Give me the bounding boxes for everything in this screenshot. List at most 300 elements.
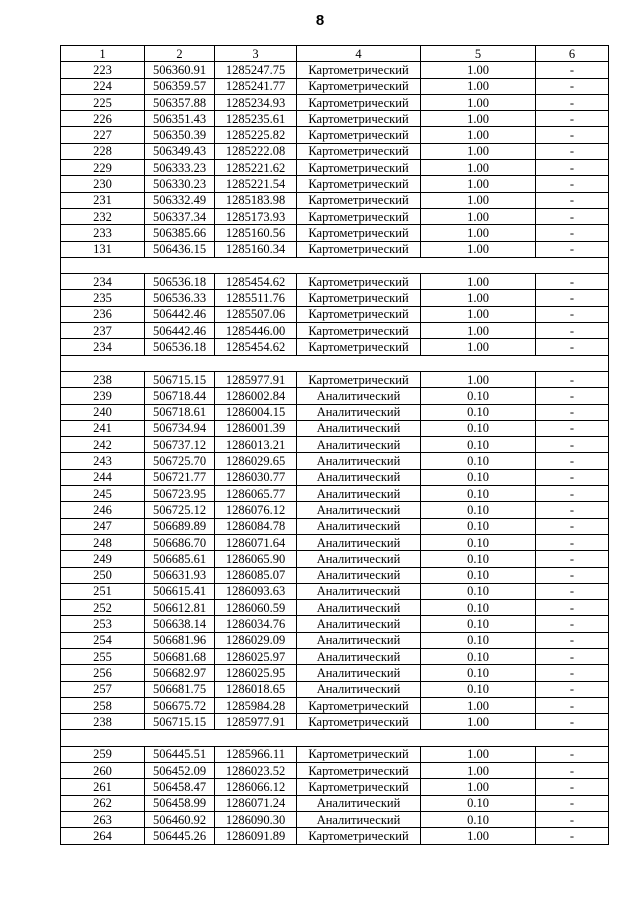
accuracy-cell: 0.10 — [421, 567, 536, 583]
method-cell: Картометрический — [297, 779, 421, 795]
note-cell: - — [536, 763, 609, 779]
note-cell: - — [536, 371, 609, 387]
point-number-cell: 263 — [61, 811, 145, 827]
accuracy-cell: 1.00 — [421, 746, 536, 762]
accuracy-cell: 1.00 — [421, 714, 536, 730]
header-cell: 6 — [536, 46, 609, 62]
table-separator-row — [61, 257, 609, 273]
accuracy-cell: 1.00 — [421, 697, 536, 713]
point-number-cell: 236 — [61, 306, 145, 322]
method-cell: Картометрический — [297, 160, 421, 176]
x-coordinate-cell: 506689.89 — [145, 518, 215, 534]
method-cell: Картометрический — [297, 274, 421, 290]
method-cell: Аналитический — [297, 616, 421, 632]
accuracy-cell: 0.10 — [421, 681, 536, 697]
table-row — [61, 290, 609, 306]
y-coordinate-cell: 1285507.06 — [215, 306, 297, 322]
note-cell: - — [536, 94, 609, 110]
point-number-cell: 229 — [61, 160, 145, 176]
method-cell: Аналитический — [297, 681, 421, 697]
x-coordinate-cell: 506460.92 — [145, 811, 215, 827]
point-number-cell: 264 — [61, 828, 145, 844]
y-coordinate-cell: 1286002.84 — [215, 388, 297, 404]
table-row — [61, 160, 609, 176]
accuracy-cell: 1.00 — [421, 241, 536, 257]
y-coordinate-cell: 1285241.77 — [215, 78, 297, 94]
accuracy-cell: 0.10 — [421, 420, 536, 436]
accuracy-cell: 1.00 — [421, 111, 536, 127]
table-header-row — [61, 46, 609, 62]
method-cell: Картометрический — [297, 714, 421, 730]
separator-cell — [61, 355, 609, 371]
x-coordinate-cell: 506332.49 — [145, 192, 215, 208]
point-number-cell: 233 — [61, 225, 145, 241]
y-coordinate-cell: 1286018.65 — [215, 681, 297, 697]
y-coordinate-cell: 1285984.28 — [215, 697, 297, 713]
accuracy-cell: 0.10 — [421, 795, 536, 811]
point-number-cell: 225 — [61, 94, 145, 110]
x-coordinate-cell: 506682.97 — [145, 665, 215, 681]
table-row — [61, 339, 609, 355]
note-cell: - — [536, 62, 609, 78]
y-coordinate-cell: 1286030.77 — [215, 469, 297, 485]
x-coordinate-cell: 506681.96 — [145, 632, 215, 648]
y-coordinate-cell: 1285221.62 — [215, 160, 297, 176]
x-coordinate-cell: 506734.94 — [145, 420, 215, 436]
method-cell: Картометрический — [297, 371, 421, 387]
note-cell: - — [536, 518, 609, 534]
accuracy-cell: 0.10 — [421, 600, 536, 616]
accuracy-cell: 0.10 — [421, 388, 536, 404]
accuracy-cell: 0.10 — [421, 551, 536, 567]
table-row — [61, 306, 609, 322]
point-number-cell: 255 — [61, 648, 145, 664]
point-number-cell: 226 — [61, 111, 145, 127]
point-number-cell: 131 — [61, 241, 145, 257]
table-row — [61, 681, 609, 697]
point-number-cell: 231 — [61, 192, 145, 208]
note-cell: - — [536, 681, 609, 697]
point-number-cell: 252 — [61, 600, 145, 616]
note-cell: - — [536, 453, 609, 469]
accuracy-cell: 1.00 — [421, 763, 536, 779]
point-number-cell: 246 — [61, 502, 145, 518]
accuracy-cell: 0.10 — [421, 632, 536, 648]
table-row — [61, 583, 609, 599]
table-row — [61, 176, 609, 192]
x-coordinate-cell: 506681.75 — [145, 681, 215, 697]
x-coordinate-cell: 506725.12 — [145, 502, 215, 518]
note-cell: - — [536, 208, 609, 224]
point-number-cell: 258 — [61, 697, 145, 713]
x-coordinate-cell: 506718.61 — [145, 404, 215, 420]
table-row — [61, 763, 609, 779]
y-coordinate-cell: 1286065.77 — [215, 486, 297, 502]
x-coordinate-cell: 506436.15 — [145, 241, 215, 257]
note-cell: - — [536, 697, 609, 713]
table-row — [61, 746, 609, 762]
point-number-cell: 239 — [61, 388, 145, 404]
y-coordinate-cell: 1285183.98 — [215, 192, 297, 208]
note-cell: - — [536, 323, 609, 339]
method-cell: Аналитический — [297, 648, 421, 664]
y-coordinate-cell: 1286084.78 — [215, 518, 297, 534]
method-cell: Аналитический — [297, 534, 421, 550]
accuracy-cell: 0.10 — [421, 404, 536, 420]
y-coordinate-cell: 1286065.90 — [215, 551, 297, 567]
y-coordinate-cell: 1285446.00 — [215, 323, 297, 339]
table-row — [61, 143, 609, 159]
header-cell: 5 — [421, 46, 536, 62]
method-cell: Картометрический — [297, 306, 421, 322]
accuracy-cell: 1.00 — [421, 160, 536, 176]
method-cell: Картометрический — [297, 323, 421, 339]
method-cell: Картометрический — [297, 225, 421, 241]
y-coordinate-cell: 1285160.34 — [215, 241, 297, 257]
note-cell: - — [536, 388, 609, 404]
point-number-cell: 238 — [61, 714, 145, 730]
y-coordinate-cell: 1286076.12 — [215, 502, 297, 518]
method-cell: Аналитический — [297, 665, 421, 681]
note-cell: - — [536, 176, 609, 192]
x-coordinate-cell: 506685.61 — [145, 551, 215, 567]
y-coordinate-cell: 1286001.39 — [215, 420, 297, 436]
y-coordinate-cell: 1286013.21 — [215, 437, 297, 453]
table-row — [61, 62, 609, 78]
x-coordinate-cell: 506737.12 — [145, 437, 215, 453]
x-coordinate-cell: 506536.33 — [145, 290, 215, 306]
y-coordinate-cell: 1286090.30 — [215, 811, 297, 827]
accuracy-cell: 1.00 — [421, 94, 536, 110]
method-cell: Картометрический — [297, 241, 421, 257]
x-coordinate-cell: 506452.09 — [145, 763, 215, 779]
note-cell: - — [536, 78, 609, 94]
accuracy-cell: 0.10 — [421, 453, 536, 469]
x-coordinate-cell: 506351.43 — [145, 111, 215, 127]
table-row — [61, 78, 609, 94]
method-cell: Аналитический — [297, 437, 421, 453]
method-cell: Аналитический — [297, 795, 421, 811]
table-row — [61, 274, 609, 290]
method-cell: Картометрический — [297, 78, 421, 94]
x-coordinate-cell: 506330.23 — [145, 176, 215, 192]
method-cell: Аналитический — [297, 600, 421, 616]
table-row — [61, 518, 609, 534]
point-number-cell: 245 — [61, 486, 145, 502]
table-row — [61, 632, 609, 648]
table-row — [61, 453, 609, 469]
point-number-cell: 261 — [61, 779, 145, 795]
method-cell: Аналитический — [297, 420, 421, 436]
table-row — [61, 437, 609, 453]
y-coordinate-cell: 1286091.89 — [215, 828, 297, 844]
accuracy-cell: 0.10 — [421, 811, 536, 827]
point-number-cell: 237 — [61, 323, 145, 339]
note-cell: - — [536, 583, 609, 599]
method-cell: Аналитический — [297, 632, 421, 648]
point-number-cell: 250 — [61, 567, 145, 583]
method-cell: Аналитический — [297, 811, 421, 827]
accuracy-cell: 1.00 — [421, 274, 536, 290]
note-cell: - — [536, 779, 609, 795]
method-cell: Аналитический — [297, 486, 421, 502]
method-cell: Аналитический — [297, 518, 421, 534]
accuracy-cell: 1.00 — [421, 143, 536, 159]
y-coordinate-cell: 1286060.59 — [215, 600, 297, 616]
x-coordinate-cell: 506681.68 — [145, 648, 215, 664]
accuracy-cell: 0.10 — [421, 616, 536, 632]
method-cell: Аналитический — [297, 453, 421, 469]
note-cell: - — [536, 811, 609, 827]
table-row — [61, 388, 609, 404]
point-number-cell: 256 — [61, 665, 145, 681]
x-coordinate-cell: 506360.91 — [145, 62, 215, 78]
accuracy-cell: 0.10 — [421, 486, 536, 502]
y-coordinate-cell: 1285225.82 — [215, 127, 297, 143]
note-cell: - — [536, 746, 609, 762]
y-coordinate-cell: 1285977.91 — [215, 371, 297, 387]
point-number-cell: 251 — [61, 583, 145, 599]
accuracy-cell: 1.00 — [421, 176, 536, 192]
point-number-cell: 260 — [61, 763, 145, 779]
y-coordinate-cell: 1286025.97 — [215, 648, 297, 664]
note-cell: - — [536, 306, 609, 322]
point-number-cell: 232 — [61, 208, 145, 224]
x-coordinate-cell: 506445.51 — [145, 746, 215, 762]
x-coordinate-cell: 506357.88 — [145, 94, 215, 110]
y-coordinate-cell: 1285247.75 — [215, 62, 297, 78]
table-row — [61, 795, 609, 811]
accuracy-cell: 1.00 — [421, 290, 536, 306]
accuracy-cell: 0.10 — [421, 518, 536, 534]
note-cell: - — [536, 290, 609, 306]
point-number-cell: 238 — [61, 371, 145, 387]
accuracy-cell: 0.10 — [421, 437, 536, 453]
y-coordinate-cell: 1286034.76 — [215, 616, 297, 632]
point-number-cell: 240 — [61, 404, 145, 420]
table-row — [61, 665, 609, 681]
y-coordinate-cell: 1285235.61 — [215, 111, 297, 127]
page-number: 8 — [315, 12, 325, 29]
note-cell: - — [536, 486, 609, 502]
y-coordinate-cell: 1285221.54 — [215, 176, 297, 192]
note-cell: - — [536, 795, 609, 811]
x-coordinate-cell: 506442.46 — [145, 323, 215, 339]
method-cell: Картометрический — [297, 339, 421, 355]
y-coordinate-cell: 1286071.64 — [215, 534, 297, 550]
x-coordinate-cell: 506615.41 — [145, 583, 215, 599]
table-row — [61, 534, 609, 550]
table-row — [61, 404, 609, 420]
accuracy-cell: 1.00 — [421, 323, 536, 339]
point-number-cell: 235 — [61, 290, 145, 306]
point-number-cell: 234 — [61, 339, 145, 355]
method-cell: Картометрический — [297, 208, 421, 224]
x-coordinate-cell: 506721.77 — [145, 469, 215, 485]
point-number-cell: 242 — [61, 437, 145, 453]
point-number-cell: 248 — [61, 534, 145, 550]
table-row — [61, 648, 609, 664]
method-cell: Картометрический — [297, 127, 421, 143]
y-coordinate-cell: 1286085.07 — [215, 567, 297, 583]
point-number-cell: 224 — [61, 78, 145, 94]
table-row — [61, 697, 609, 713]
x-coordinate-cell: 506612.81 — [145, 600, 215, 616]
x-coordinate-cell: 506359.57 — [145, 78, 215, 94]
point-number-cell: 244 — [61, 469, 145, 485]
table-row — [61, 94, 609, 110]
table-row — [61, 502, 609, 518]
y-coordinate-cell: 1286025.95 — [215, 665, 297, 681]
table-separator-row — [61, 355, 609, 371]
method-cell: Картометрический — [297, 290, 421, 306]
point-number-cell: 247 — [61, 518, 145, 534]
table-row — [61, 486, 609, 502]
x-coordinate-cell: 506638.14 — [145, 616, 215, 632]
method-cell: Аналитический — [297, 583, 421, 599]
table-row — [61, 420, 609, 436]
note-cell: - — [536, 551, 609, 567]
table-row — [61, 600, 609, 616]
table-row — [61, 469, 609, 485]
y-coordinate-cell: 1285234.93 — [215, 94, 297, 110]
x-coordinate-cell: 506715.15 — [145, 371, 215, 387]
x-coordinate-cell: 506337.34 — [145, 208, 215, 224]
note-cell: - — [536, 143, 609, 159]
x-coordinate-cell: 506725.70 — [145, 453, 215, 469]
accuracy-cell: 1.00 — [421, 225, 536, 241]
table-row — [61, 714, 609, 730]
method-cell: Картометрический — [297, 828, 421, 844]
note-cell: - — [536, 714, 609, 730]
table-row — [61, 192, 609, 208]
x-coordinate-cell: 506631.93 — [145, 567, 215, 583]
table-row — [61, 225, 609, 241]
point-number-cell: 253 — [61, 616, 145, 632]
y-coordinate-cell: 1286071.24 — [215, 795, 297, 811]
table-separator-row — [61, 730, 609, 746]
point-number-cell: 243 — [61, 453, 145, 469]
method-cell: Картометрический — [297, 111, 421, 127]
point-number-cell: 223 — [61, 62, 145, 78]
point-number-cell: 234 — [61, 274, 145, 290]
point-number-cell: 259 — [61, 746, 145, 762]
y-coordinate-cell: 1286029.65 — [215, 453, 297, 469]
point-number-cell: 257 — [61, 681, 145, 697]
y-coordinate-cell: 1286023.52 — [215, 763, 297, 779]
header-cell: 1 — [61, 46, 145, 62]
x-coordinate-cell: 506458.99 — [145, 795, 215, 811]
note-cell: - — [536, 437, 609, 453]
note-cell: - — [536, 404, 609, 420]
coordinates-table-body — [61, 46, 609, 845]
method-cell: Картометрический — [297, 62, 421, 78]
method-cell: Аналитический — [297, 567, 421, 583]
x-coordinate-cell: 506536.18 — [145, 274, 215, 290]
note-cell: - — [536, 274, 609, 290]
x-coordinate-cell: 506458.47 — [145, 779, 215, 795]
x-coordinate-cell: 506686.70 — [145, 534, 215, 550]
separator-cell — [61, 257, 609, 273]
accuracy-cell: 1.00 — [421, 371, 536, 387]
y-coordinate-cell: 1285977.91 — [215, 714, 297, 730]
table-row — [61, 779, 609, 795]
table-row — [61, 616, 609, 632]
method-cell: Картометрический — [297, 143, 421, 159]
note-cell: - — [536, 192, 609, 208]
x-coordinate-cell: 506723.95 — [145, 486, 215, 502]
header-cell: 3 — [215, 46, 297, 62]
method-cell: Аналитический — [297, 551, 421, 567]
accuracy-cell: 0.10 — [421, 534, 536, 550]
y-coordinate-cell: 1285160.56 — [215, 225, 297, 241]
note-cell: - — [536, 127, 609, 143]
table-row — [61, 208, 609, 224]
method-cell: Аналитический — [297, 388, 421, 404]
x-coordinate-cell: 506442.46 — [145, 306, 215, 322]
table-row — [61, 371, 609, 387]
note-cell: - — [536, 241, 609, 257]
note-cell: - — [536, 111, 609, 127]
y-coordinate-cell: 1285454.62 — [215, 339, 297, 355]
x-coordinate-cell: 506350.39 — [145, 127, 215, 143]
table-row — [61, 551, 609, 567]
header-cell: 4 — [297, 46, 421, 62]
x-coordinate-cell: 506445.26 — [145, 828, 215, 844]
note-cell: - — [536, 828, 609, 844]
x-coordinate-cell: 506718.44 — [145, 388, 215, 404]
note-cell: - — [536, 534, 609, 550]
accuracy-cell: 0.10 — [421, 583, 536, 599]
note-cell: - — [536, 665, 609, 681]
point-number-cell: 249 — [61, 551, 145, 567]
note-cell: - — [536, 632, 609, 648]
table-row — [61, 567, 609, 583]
note-cell: - — [536, 339, 609, 355]
y-coordinate-cell: 1285511.76 — [215, 290, 297, 306]
x-coordinate-cell: 506385.66 — [145, 225, 215, 241]
y-coordinate-cell: 1285454.62 — [215, 274, 297, 290]
accuracy-cell: 1.00 — [421, 208, 536, 224]
accuracy-cell: 1.00 — [421, 828, 536, 844]
method-cell: Картометрический — [297, 763, 421, 779]
x-coordinate-cell: 506333.23 — [145, 160, 215, 176]
method-cell: Картометрический — [297, 176, 421, 192]
accuracy-cell: 0.10 — [421, 665, 536, 681]
table-row — [61, 811, 609, 827]
x-coordinate-cell: 506715.15 — [145, 714, 215, 730]
accuracy-cell: 1.00 — [421, 192, 536, 208]
header-cell: 2 — [145, 46, 215, 62]
y-coordinate-cell: 1286093.63 — [215, 583, 297, 599]
note-cell: - — [536, 469, 609, 485]
accuracy-cell: 0.10 — [421, 502, 536, 518]
point-number-cell: 227 — [61, 127, 145, 143]
accuracy-cell: 1.00 — [421, 779, 536, 795]
coordinates-table — [60, 45, 609, 845]
note-cell: - — [536, 420, 609, 436]
accuracy-cell: 0.10 — [421, 469, 536, 485]
note-cell: - — [536, 648, 609, 664]
note-cell: - — [536, 502, 609, 518]
separator-cell — [61, 730, 609, 746]
method-cell: Аналитический — [297, 404, 421, 420]
x-coordinate-cell: 506675.72 — [145, 697, 215, 713]
note-cell: - — [536, 567, 609, 583]
y-coordinate-cell: 1286029.09 — [215, 632, 297, 648]
accuracy-cell: 1.00 — [421, 339, 536, 355]
point-number-cell: 228 — [61, 143, 145, 159]
